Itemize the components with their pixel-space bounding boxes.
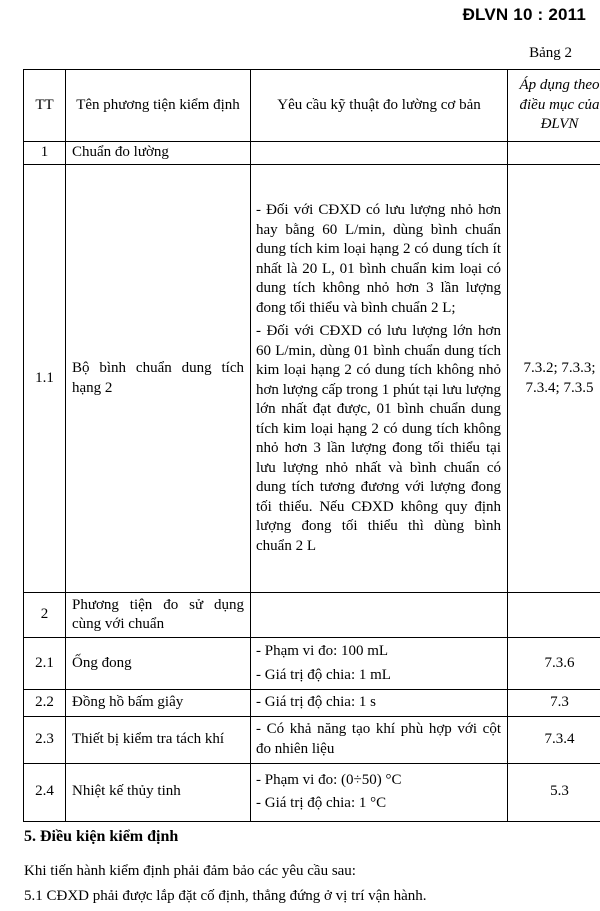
row-name: Chuẩn đo lường <box>66 142 251 165</box>
requirement-text: - Giá trị độ chia: 1 mL <box>256 666 391 683</box>
row-reference <box>508 142 600 165</box>
header-requirements: Yêu cầu kỹ thuật đo lường cơ bản <box>251 70 508 142</box>
table-header-row <box>24 70 600 142</box>
row-tt: 2.3 <box>24 716 66 763</box>
row-tt: 2.2 <box>24 690 66 717</box>
row-reference: 5.3 <box>508 763 600 821</box>
section-heading: 5. Điều kiện kiểm định <box>24 828 179 845</box>
header-reference: Áp dụng theo điều mục của ĐLVN <box>508 70 600 142</box>
row-tt: 1 <box>24 142 66 165</box>
row-reference: 7.3.2; 7.3.3; 7.3.4; 7.3.5 <box>508 165 600 593</box>
row-requirements <box>251 638 508 690</box>
table-row <box>24 690 600 717</box>
table-row <box>24 142 600 165</box>
row-reference: 7.3.6 <box>508 638 600 690</box>
row-name: Ống đong <box>66 638 251 690</box>
table-row <box>24 638 600 690</box>
row-requirements <box>251 142 508 165</box>
table-row <box>24 716 600 763</box>
row-name: Nhiệt kế thủy tinh <box>66 763 251 821</box>
requirement-text: - Phạm vi đo: (0÷50) °C <box>256 771 402 788</box>
requirement-text: - Có khả năng tạo khí phù hợp với cột đo nhiên liệu <box>256 721 501 757</box>
row-requirements <box>251 690 508 717</box>
row-requirements <box>251 716 508 763</box>
row-tt: 2 <box>24 593 66 638</box>
row-requirements <box>251 593 508 638</box>
paragraph: Khi tiến hành kiểm định phải đảm bảo các yêu cầu sau: <box>24 863 356 879</box>
row-name: Bộ bình chuẩn dung tích hạng 2 <box>66 165 251 593</box>
document-code: ĐLVN 10 : 2011 <box>462 5 586 24</box>
row-tt: 1.1 <box>24 165 66 593</box>
table-row <box>24 165 600 593</box>
row-requirements <box>251 165 508 593</box>
row-reference: 7.3.4 <box>508 716 600 763</box>
table-row <box>24 763 600 821</box>
row-name: Thiết bị kiểm tra tách khí <box>66 716 251 763</box>
requirement-text: - Phạm vi đo: 100 mL <box>256 643 389 659</box>
header-name: Tên phương tiện kiểm định <box>66 70 251 142</box>
row-requirements <box>251 763 508 821</box>
row-name: Phương tiện đo sử dụng cùng với chuẩn <box>66 593 251 638</box>
header-tt: TT <box>24 70 66 142</box>
equipment-table <box>23 69 600 822</box>
table-row <box>24 593 600 638</box>
row-name: Đồng hồ bấm giây <box>66 690 251 717</box>
paragraph: 5.1 CĐXD phải được lắp đặt cố định, thẳng đứng ở vị trí vận hành. <box>24 888 427 904</box>
requirement-text: - Giá trị độ chia: 1 s <box>256 694 376 710</box>
row-reference: 7.3 <box>508 690 600 717</box>
requirement-text: - Giá trị độ chia: 1 °C <box>256 795 387 811</box>
requirement-text: - Đối với CĐXD có lưu lượng nhỏ hơn hay bằng 60 L/min, dùng bình chuẩn dung tích kim loại hạng 2 có dung tích ít nhất là 20 L, 01 bình chuẩn kim loại có dung tích không nhỏ hơn 3 lần lượng đong tối thiểu và bình chuẩn 2 L; <box>256 202 501 316</box>
row-tt: 2.4 <box>24 763 66 821</box>
table-label: Bảng 2 <box>529 45 572 61</box>
requirement-text: - Đối với CĐXD có lưu lượng lớn hơn 60 L/min, dùng 01 bình chuẩn dung tích kim loại hạng 2 có dung tích không nhỏ hơn lượng cấp trong 1 phút tại lưu lượng lớn nhất đạt được, 01 bình chuẩn dung tích kim loại hạng 2 có dung tích không nhỏ hơn 3 lần lượng đong tối thiểu tại lưu lượng nhỏ nhất và bình chuẩn có dung tích tương đương với lượng đong tối thiểu. Nếu CĐXD không quy định lượng đong tối thiểu thì dùng bình chuẩn 2 L <box>256 323 501 554</box>
row-reference <box>508 593 600 638</box>
row-tt: 2.1 <box>24 638 66 690</box>
